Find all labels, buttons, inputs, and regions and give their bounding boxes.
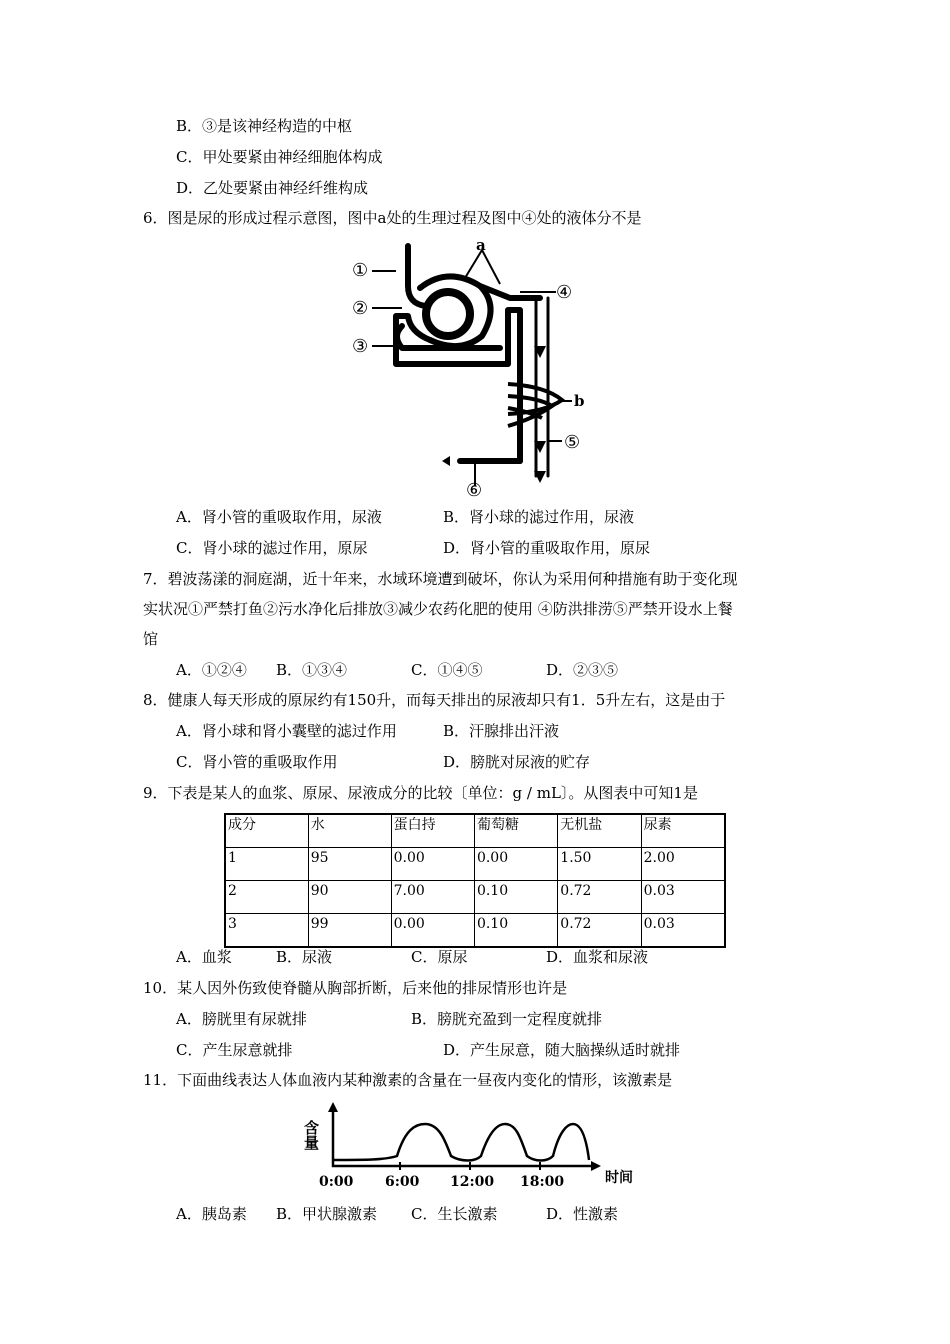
q11-option-b: B．甲状腺激素 — [276, 1205, 378, 1223]
q7-stem-line-3: 馆 — [143, 630, 159, 648]
diagram-label-4: ④ — [556, 282, 573, 303]
table-cell: 0.00 — [391, 848, 474, 881]
diagram-label-5: ⑤ — [564, 432, 581, 453]
q10-option-b: B．膀胱充盈到一定程度就排 — [411, 1010, 603, 1028]
q10-option-d: D．产生尿意，随大脑操纵适时就排 — [443, 1041, 681, 1059]
chart-ylabel: 含量 — [302, 1120, 320, 1150]
q7-stem-line-1: 7．碧波荡漾的洞庭湖，近十年来，水域环境遭到破坏，你认为采用何种措施有助于变化现 — [143, 570, 738, 588]
q6-stem: 6．图是尿的形成过程示意图，图中a处的生理过程及图中④处的液体分不是 — [143, 209, 642, 227]
q10-stem: 10．某人因外伤致使脊髓从胸部折断，后来他的排尿情形也许是 — [143, 979, 568, 997]
q8-option-d: D．膀胱对尿液的贮存 — [443, 753, 591, 771]
diagram-label-6: ⑥ — [466, 480, 483, 501]
q7-option-c: C．①④⑤ — [411, 661, 483, 679]
q9-option-c: C．原尿 — [411, 948, 468, 966]
table-header-cell: 无机盐 — [558, 814, 641, 848]
hormone-curve — [333, 1124, 589, 1161]
table-cell: 2 — [225, 881, 308, 914]
diagram-label-a: a — [476, 236, 486, 254]
table-row — [225, 914, 725, 948]
chart-tick-label: 0:00 — [319, 1174, 354, 1190]
table-cell: 0.03 — [641, 914, 725, 948]
q8-option-c: C．肾小管的重吸取作用 — [176, 753, 338, 771]
q6-option-d: D．肾小管的重吸取作用，原尿 — [443, 539, 651, 557]
table-cell: 3 — [225, 914, 308, 948]
table-cell: 99 — [308, 914, 391, 948]
table-cell: 7.00 — [391, 881, 474, 914]
q7-option-a: A．①②④ — [176, 661, 247, 679]
table-cell: 1.50 — [558, 848, 641, 881]
q7-option-b: B．①③④ — [276, 661, 348, 679]
diagram-label-1: ① — [352, 260, 369, 281]
hormone-curve-chart — [302, 1100, 650, 1192]
q11-option-c: C．生长激素 — [411, 1205, 498, 1223]
q11-stem: 11．下面曲线表达人体血液内某种激素的含量在一昼夜内变化的情形，该激素是 — [143, 1071, 673, 1089]
table-cell: 95 — [308, 848, 391, 881]
table-header-row — [225, 814, 725, 848]
table-cell: 90 — [308, 881, 391, 914]
chart-tick-label: 12:00 — [450, 1174, 495, 1190]
table-header-cell: 蛋白持 — [391, 814, 474, 848]
urine-formation-diagram — [330, 236, 600, 501]
chart-tick-label: 6:00 — [385, 1174, 420, 1190]
table-cell: 0.72 — [558, 914, 641, 948]
table-row — [225, 881, 725, 914]
table-cell: 0.00 — [474, 848, 557, 881]
q8-option-b: B．汗腺排出汗液 — [443, 722, 560, 740]
table-header-cell: 尿素 — [641, 814, 725, 848]
table-header-cell: 水 — [308, 814, 391, 848]
q9-stem: 9．下表是某人的血浆、原尿、尿液成分的比较〔单位：g / mL〕。从图表中可知1是 — [143, 784, 698, 802]
diagram-label-3: ③ — [352, 336, 369, 357]
diagram-label-2: ② — [352, 298, 369, 319]
table-cell: 0.00 — [391, 914, 474, 948]
table-row — [225, 848, 725, 881]
q9-option-a: A．血浆 — [176, 948, 232, 966]
q8-stem: 8．健康人每天形成的原尿约有150升，而每天排出的尿液却只有1．5升左右，这是由于 — [143, 691, 726, 709]
composition-table — [224, 813, 726, 948]
table-cell: 0.72 — [558, 881, 641, 914]
q5-option-b: B．③是该神经构造的中枢 — [176, 117, 353, 135]
table-cell: 0.10 — [474, 914, 557, 948]
chart-xlabel: 时间 — [605, 1170, 633, 1186]
table-cell: 2.00 — [641, 848, 725, 881]
q11-option-a: A．胰岛素 — [176, 1205, 247, 1223]
q8-option-a: A．肾小球和肾小囊壁的滤过作用 — [176, 722, 397, 740]
q6-option-c: C．肾小球的滤过作用，原尿 — [176, 539, 368, 557]
q6-option-b: B．肾小球的滤过作用，尿液 — [443, 508, 635, 526]
q9-option-d: D．血浆和尿液 — [546, 948, 649, 966]
chart-tick-label: 18:00 — [520, 1174, 565, 1190]
table-header-cell: 成分 — [225, 814, 308, 848]
table-header-cell: 葡萄糖 — [474, 814, 557, 848]
table-cell: 0.10 — [474, 881, 557, 914]
q10-option-c: C．产生尿意就排 — [176, 1041, 293, 1059]
q5-option-d: D．乙处要紧由神经纤维构成 — [176, 179, 369, 197]
q7-option-d: D．②③⑤ — [546, 661, 619, 679]
diagram-label-b: b — [574, 392, 585, 410]
q10-option-a: A．膀胱里有尿就排 — [176, 1010, 307, 1028]
q7-stem-line-2: 实状况①严禁打鱼②污水净化后排放③减少农药化肥的使用 ④防洪排涝⑤严禁开设水上餐 — [143, 600, 733, 618]
table-cell: 0.03 — [641, 881, 725, 914]
q5-option-c: C．甲处要紧由神经细胞体构成 — [176, 148, 383, 166]
q6-option-a: A．肾小管的重吸取作用，尿液 — [176, 508, 382, 526]
table-cell: 1 — [225, 848, 308, 881]
q11-option-d: D．性激素 — [546, 1205, 619, 1223]
q9-option-b: B．尿液 — [276, 948, 333, 966]
